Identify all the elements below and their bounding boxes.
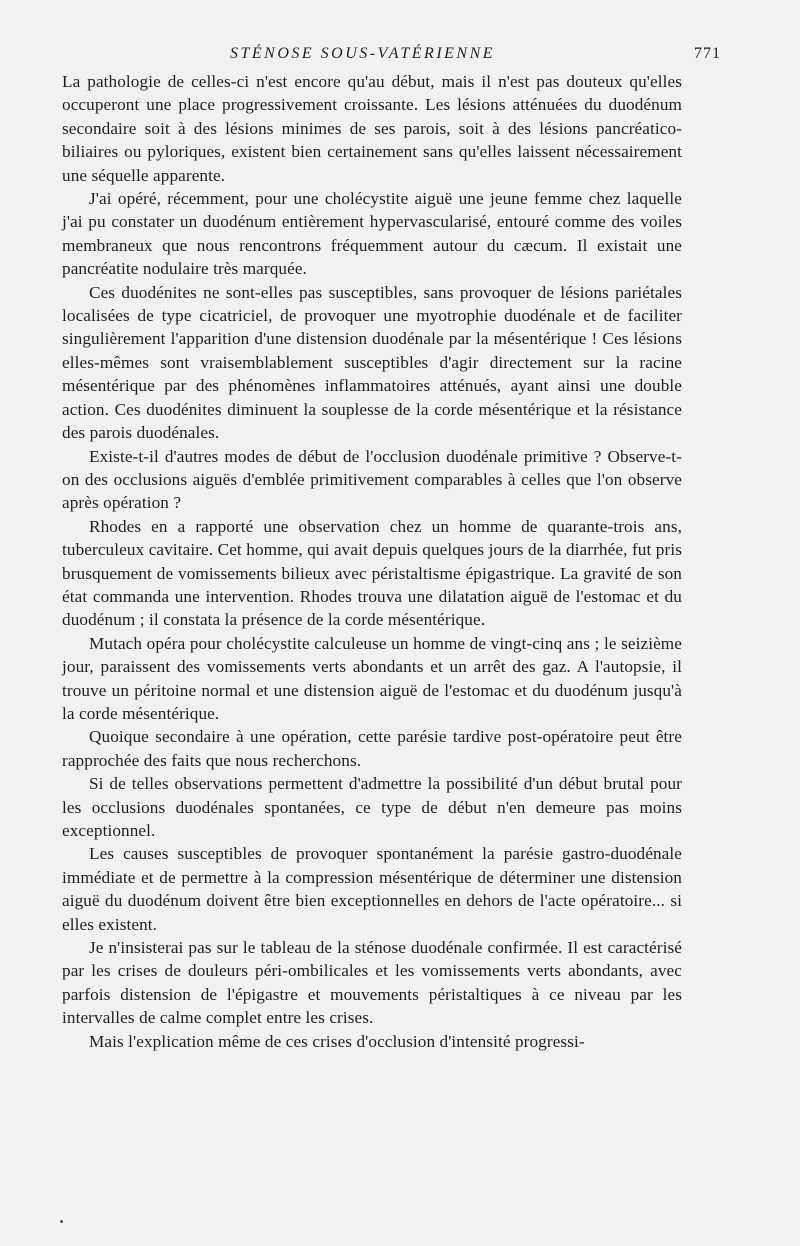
paragraph: Existe-t-il d'autres modes de début de l'occlusion duodénale primitive ? Observe-t-on des occlusions aiguës d'emblée primitivement comparables à celles que l'on observe après opération ? <box>62 446 682 513</box>
paragraph: La pathologie de celles-ci n'est encore qu'au début, mais il n'est pas douteux qu'elles occuperont une place progressivement croissante. Les lésions atténuées du duodénum secondaire soit à des lésions minimes de ses parois, soit à des lésions pancréatico-biliaires ou pyloriques, existent bien certainement sans qu'elles laissent nécessairement une séquelle apparente. <box>62 72 682 185</box>
paragraph: Rhodes en a rapporté une observation chez un homme de quarante-trois ans, tuberculeux cavitaire. Cet homme, qui avait depuis quelques jours de la diarrhée, fut pris brusquement de vomissements bilieux avec péristaltisme épigastrique. La gravité de son état commanda une intervention. Rhodes trouva une dilatation aiguë de l'estomac et du duodénum ; il constata la présence de la corde mésentérique. <box>62 516 682 630</box>
paragraph: Je n'insisterai pas sur le tableau de la sténose duodénale confirmée. Il est caractérisé par les crises de douleurs péri-ombilicales et les vomissements verts abondants, avec parfois distension de l'épigastre et mouvements péristaltiques à ce niveau par les intervalles de calme complet entre les crises. <box>62 938 682 1028</box>
print-speck <box>60 1220 63 1223</box>
running-title: STÉNOSE SOUS-VATÉRIENNE <box>230 45 496 62</box>
running-head <box>62 0 721 70</box>
body-text <box>62 70 682 1053</box>
paragraph: Ces duodénites ne sont-elles pas susceptibles, sans provoquer de lésions pariétales localisées de type cicatriciel, de provoquer une myotrophie duodénale et de faciliter singulièrement l'apparition d'une distension duodénale par la mésentérique ! Ces lésions elles-mêmes sont vraisemblablement susceptibles d'agir directement sur la racine mésentérique par des phénomènes inflammatoires atténués, ayant ainsi une double action. Ces duodénites diminuent la souplesse de la corde mésentérique et la résistance des parois duodénales. <box>62 282 682 443</box>
paragraph: Mais l'explication même de ces crises d'occlusion d'intensité progressi- <box>89 1031 585 1051</box>
paragraph: Si de telles observations permettent d'admettre la possibilité d'un début brutal pour les occlusions duodénales spontanées, ce type de début n'en demeure pas moins exceptionnel. <box>62 774 682 840</box>
paragraph: Quoique secondaire à une opération, cette parésie tardive post-opératoire peut être rapprochée des faits que nous recherchons. <box>62 727 682 770</box>
page-number: 771 <box>694 45 721 62</box>
paragraph: Mutach opéra pour cholécystite calculeuse un homme de vingt-cinq ans ; le seizième jour, paraissent des vomissements verts abondants et un arrêt des gaz. A l'autopsie, il trouve un péritoine normal et une distension aiguë de l'estomac et du duodénum jusqu'à la corde mésentérique. <box>62 633 682 723</box>
paragraph: J'ai opéré, récemment, pour une cholécystite aiguë une jeune femme chez laquelle j'ai pu constater un duodénum entièrement hypervascularisé, entouré comme des voiles membraneux que nous rencontrons fréquemment autour du cæcum. Il existait une pancréatite nodulaire très marquée. <box>62 189 682 279</box>
paragraph: Les causes susceptibles de provoquer spontanément la parésie gastro-duodénale immédiate et de permettre à la compression mésentérique de déterminer une distension aiguë du duodénum doivent être bien exceptionnelles en dehors de l'acte opératoire... si elles existent. <box>62 844 682 934</box>
